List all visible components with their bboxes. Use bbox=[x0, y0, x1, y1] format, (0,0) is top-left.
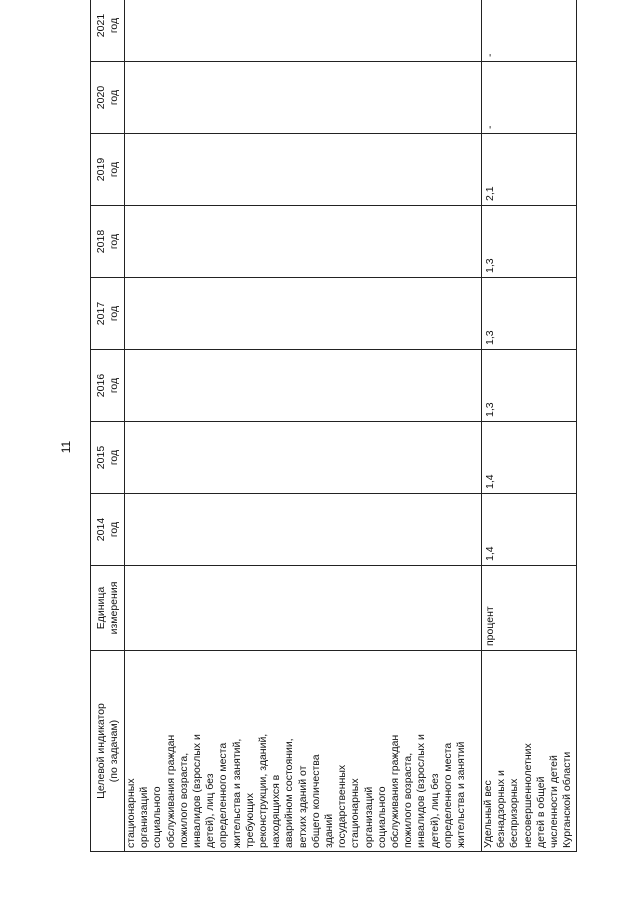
value-cell-2015: 1,4 bbox=[482, 422, 577, 494]
value-cell-2019: 2,1 bbox=[482, 134, 577, 206]
unit-cell: процент bbox=[482, 566, 577, 651]
header-indicator: Целевой индикатор (по задачам) bbox=[91, 651, 125, 852]
unit-cell bbox=[125, 566, 482, 651]
rotated-table-container bbox=[90, 13, 576, 852]
indicator-cell: стационарных организаций социального обслуживания граждан пожилого возраста, инвалидов (взрослых и детей), лиц без определенного места жительства и занятий, требующих реконструкции, зданий, находящихся в аварийном состоянии, ветхих зданий от общего количества зданий государственных стационарных организаций социального обслуживания граждан пожилого возраста, инвалидов (взрослых и детей), лиц без определенного места жительства и занятий bbox=[125, 651, 482, 852]
value-cell-2017 bbox=[125, 278, 482, 350]
header-year-2015: 2015 год bbox=[91, 422, 125, 494]
value-cell-2014 bbox=[125, 494, 482, 566]
value-cell-2015 bbox=[125, 422, 482, 494]
header-year-2017: 2017 год bbox=[91, 278, 125, 350]
header-year-2014: 2014 год bbox=[91, 494, 125, 566]
table-row bbox=[125, 0, 482, 852]
header-year-2016: 2016 год bbox=[91, 350, 125, 422]
header-year-2020: 2020 год bbox=[91, 62, 125, 134]
value-cell-2020 bbox=[125, 62, 482, 134]
target-indicators-table bbox=[90, 0, 577, 852]
value-cell-2021: - bbox=[482, 0, 577, 62]
value-cell-2014: 1,4 bbox=[482, 494, 577, 566]
page-number: 11 bbox=[59, 440, 73, 454]
value-cell-2019 bbox=[125, 134, 482, 206]
table-row bbox=[482, 0, 577, 852]
header-year-2019: 2019 год bbox=[91, 134, 125, 206]
indicator-cell: Удельный вес безнадзорных и беспризорных несовершеннолетних детей в общей численности детей Курганской области bbox=[482, 651, 577, 852]
header-year-2021: 2021 год bbox=[91, 0, 125, 62]
value-cell-2016 bbox=[125, 350, 482, 422]
value-cell-2018: 1,3 bbox=[482, 206, 577, 278]
header-year-2018: 2018 год bbox=[91, 206, 125, 278]
table-header-row bbox=[91, 0, 125, 852]
value-cell-2020: - bbox=[482, 62, 577, 134]
header-unit: Единица измерения bbox=[91, 566, 125, 651]
value-cell-2017: 1,3 bbox=[482, 278, 577, 350]
value-cell-2021 bbox=[125, 0, 482, 62]
value-cell-2018 bbox=[125, 206, 482, 278]
value-cell-2016: 1,3 bbox=[482, 350, 577, 422]
